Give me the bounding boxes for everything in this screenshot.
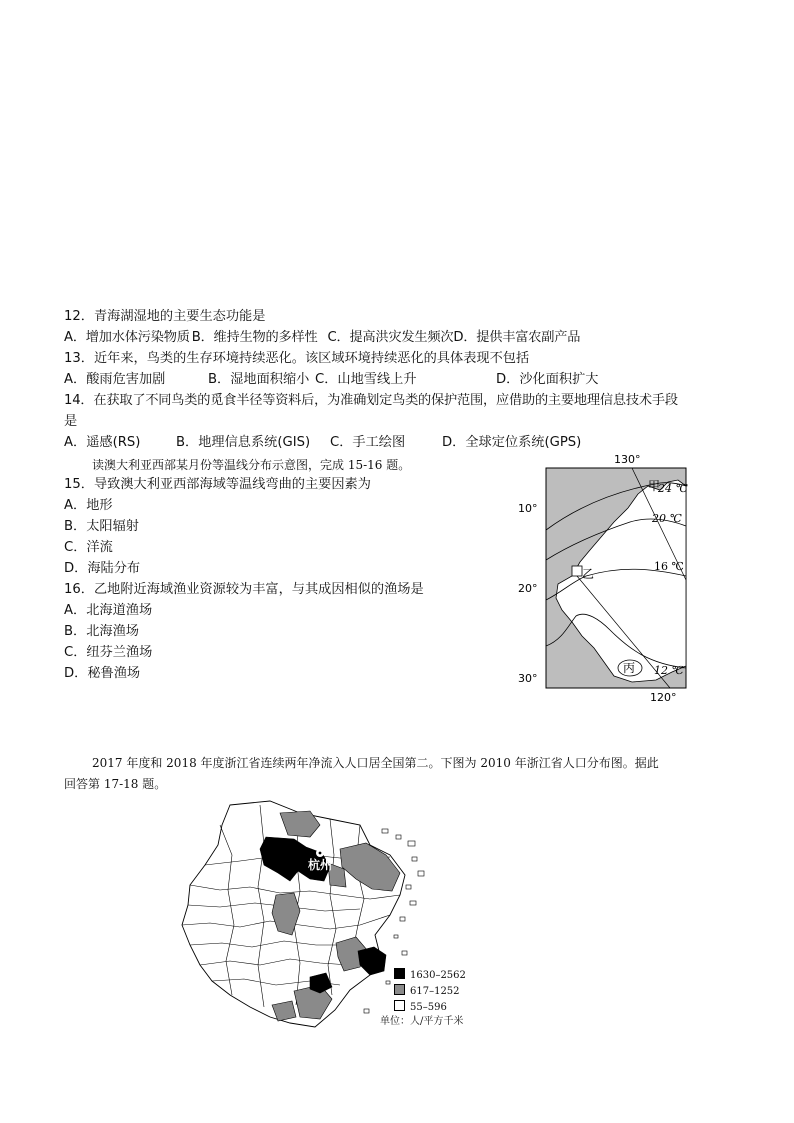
q14-option-c: C．手工绘图 xyxy=(330,435,406,450)
legend-item-medium xyxy=(394,984,460,998)
q12-option-a: A．增加水体污染物质 xyxy=(64,330,190,345)
q15-option-d: D．海陆分布 xyxy=(64,561,141,576)
isotherm-16-label: 16 ℃ xyxy=(654,560,684,573)
legend-swatch-medium xyxy=(394,984,405,995)
legend-swatch-high xyxy=(394,968,405,979)
q13-option-a: A．酸雨危害加剧 xyxy=(64,372,166,387)
lon-bottom-label: 120° xyxy=(650,691,677,704)
legend-item-high xyxy=(394,968,466,982)
q13-option-b: B．湿地面积缩小 xyxy=(208,372,310,387)
q15-stem: 15．导致澳大利亚西部海域等温线弯曲的主要因素为 xyxy=(64,477,371,492)
q12-option-b: B．维持生物的多样性 xyxy=(191,330,318,345)
lat-10-label: 10° xyxy=(518,502,538,515)
q15-option-a: A．地形 xyxy=(64,498,113,513)
lat-30-label: 30° xyxy=(518,672,538,685)
zhejiang-population-map xyxy=(160,795,490,1035)
legend-label-low: 55–596 xyxy=(410,1002,447,1013)
legend-swatch-low xyxy=(394,1000,405,1011)
intro-17-18-line1: 2017 年度和 2018 年度浙江省连续两年净流入人口居全国第二。下图为 2010 年浙江省人口分布图。据此 xyxy=(92,756,659,770)
legend-unit: 单位：人/平方千米 xyxy=(380,1016,464,1027)
isotherm-24-label: 24 ℃ xyxy=(658,482,688,495)
legend-label-high: 1630–2562 xyxy=(410,970,466,981)
hangzhou-marker-dot xyxy=(319,852,322,855)
q12-option-d: D．提供丰富农副产品 xyxy=(453,330,581,345)
place-bing-label: 丙 xyxy=(623,661,636,675)
q13-options xyxy=(64,370,599,390)
place-jia-label: 甲 xyxy=(648,479,661,493)
q14-option-d: D．全球定位系统(GPS) xyxy=(442,435,582,450)
q13-option-c: C．山地雪线上升 xyxy=(315,372,417,387)
isotherm-12-label: 12 ℃ xyxy=(654,664,684,677)
lon-top-label: 130° xyxy=(614,453,641,466)
intro-15-16: 读澳大利亚西部某月份等温线分布示意图，完成 15-16 题。 xyxy=(92,458,411,472)
place-marker-yi xyxy=(572,566,582,576)
q12-option-c: C．提高洪灾发生频次 xyxy=(327,330,454,345)
q14-option-a: A．遥感(RS) xyxy=(64,435,141,450)
q14-option-b: B．地理信息系统(GIS) xyxy=(176,435,311,450)
q15-option-b: B．太阳辐射 xyxy=(64,519,139,534)
q14-stem-line1: 14．在获取了不同鸟类的觅食半径等资料后，为准确划定鸟类的保护范围，应借助的主要地理信息技术手段 xyxy=(64,393,678,408)
legend-label-medium: 617–1252 xyxy=(410,986,460,997)
q16-stem: 16．乙地附近海域渔业资源较为丰富，与其成因相似的渔场是 xyxy=(64,582,424,597)
q12-stem: 12．青海湖湿地的主要生态功能是 xyxy=(64,309,266,324)
australia-isotherm-map xyxy=(510,450,695,705)
isotherm-20-label: 20 ℃ xyxy=(652,512,682,525)
hangzhou-label: 杭州 xyxy=(308,858,333,872)
q13-stem: 13．近年来，鸟类的生存环境持续恶化。该区域环境持续恶化的具体表现不包括 xyxy=(64,351,530,366)
q15-option-c: C．洋流 xyxy=(64,540,113,555)
q12-options xyxy=(64,328,580,348)
legend-item-low xyxy=(394,1000,447,1014)
q16-option-a: A．北海道渔场 xyxy=(64,603,153,618)
intro-17-18-line2: 回答第 17-18 题。 xyxy=(64,777,167,791)
lat-20-label: 20° xyxy=(518,582,538,595)
q16-option-d: D．秘鲁渔场 xyxy=(64,666,141,681)
place-yi-label: 乙 xyxy=(582,567,595,581)
q14-stem-line2: 是 xyxy=(64,414,78,429)
q13-option-d: D．沙化面积扩大 xyxy=(496,372,599,387)
q16-option-c: C．纽芬兰渔场 xyxy=(64,645,153,660)
q16-option-b: B．北海渔场 xyxy=(64,624,139,639)
